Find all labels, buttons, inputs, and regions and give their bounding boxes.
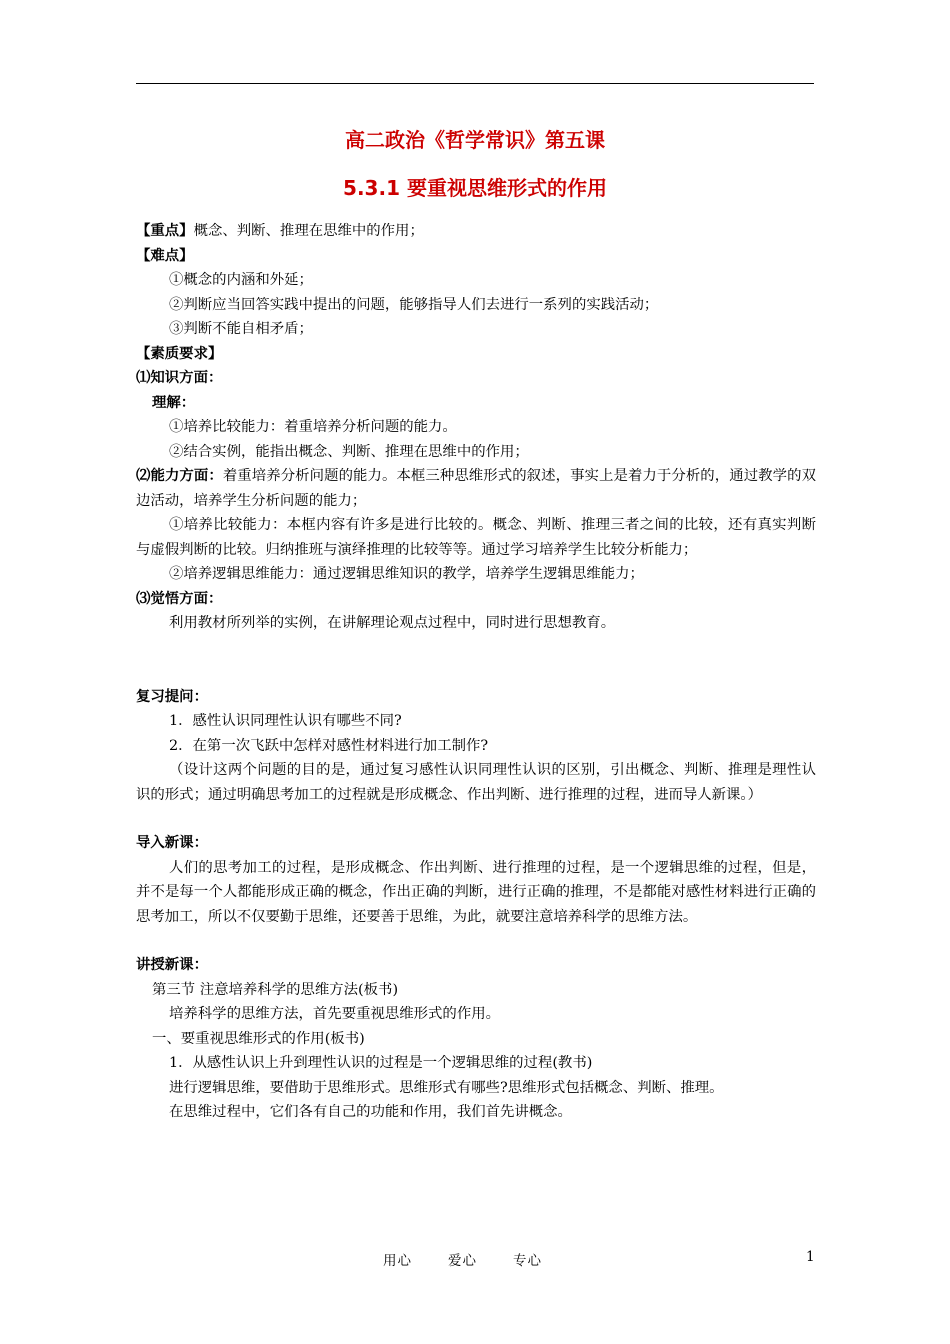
lecture-line: 进行逻辑思维，要借助于思维形式。思维形式有哪些?思维形式包括概念、判断、推理。: [169, 1079, 724, 1096]
page-number: 1: [806, 1249, 815, 1265]
awareness-label: ⑶觉悟方面：: [136, 590, 223, 607]
footer-item: 专心: [513, 1253, 542, 1269]
key-points-text: 概念、判断、推理在思维中的作用；: [193, 223, 424, 239]
lecture-line: 1．从感性认识上升到理性认识的过程是一个逻辑思维的过程(教书): [169, 1055, 593, 1071]
ability-item: ②培养逻辑思维能力：通过逻辑思维知识的教学，培养学生逻辑思维能力；: [169, 566, 644, 582]
document-body: [136, 219, 816, 1125]
difficulty-item: ③判断不能自相矛盾；: [169, 321, 313, 337]
difficulty-item: ①概念的内涵和外延；: [169, 272, 313, 288]
knowledge-item: ②结合实例，能指出概念、判断、推理在思维中的作用；: [169, 443, 529, 460]
lecture-line: 培养科学的思维方法，首先要重视思维形式的作用。: [169, 1006, 500, 1022]
intro-text: 人们的思考加工的过程，是形成概念、作出判断、进行推理的过程，是一个逻辑思维的过程，但是，并不是每一个人都能形成正确的概念，作出正确的判断，进行正确的推理，不是都能对感性材料进行正确的思考加工，所以不仅要勤于思维，还要善于思维，为此，就要注意培养科学的思维方法。: [136, 859, 816, 925]
footer-motto: [383, 1249, 578, 1269]
intro-label: 导入新课：: [136, 835, 208, 851]
knowledge-label: ⑴知识方面：: [136, 370, 223, 386]
page-title: 高二政治《哲学常识》第五课: [345, 128, 605, 152]
ability-label: ⑵能力方面：: [136, 468, 223, 484]
review-question: 1．感性认识同理性认识有哪些不同?: [169, 713, 402, 729]
lecture-line: 一、要重视思维形式的作用(板书): [152, 1030, 365, 1047]
difficulty-item: ②判断应当回答实践中提出的问题，能够指导人们去进行一系列的实践活动；: [169, 296, 659, 313]
lecture-line: 在思维过程中，它们各有自己的功能和作用，我们首先讲概念。: [169, 1104, 572, 1120]
key-points-label: 【重点】: [136, 223, 194, 239]
ability-text: 着重培养分析问题的能力。本框三种思维形式的叙述，事实上是着力于分析的，通过教学的双边活动，培养学生分析问题的能力；: [136, 468, 816, 509]
footer-item: 爱心: [448, 1253, 477, 1269]
knowledge-item: ①培养比较能力：着重培养分析问题的能力。: [169, 419, 457, 435]
quality-requirements-label: 【素质要求】: [136, 345, 223, 362]
ability-paragraph: [136, 464, 816, 513]
ability-item: ①培养比较能力：本框内容有许多是进行比较的。概念、判断、推理三者之间的比较，还有真实判断与虚假判断的比较。归纳推班与演绎推理的比较等等。通过学习培养学生比较分析能力；: [136, 517, 816, 558]
understanding-label: 理解：: [152, 394, 196, 411]
header-rule: [136, 83, 814, 84]
review-note: （设计这两个问题的目的是，通过复习感性认识同理性认识的区别，引出概念、判断、推理是理性认识的形式；通过明确思考加工的过程就是形成概念、作出判断、进行推理的过程，进而导人新课。）: [136, 762, 816, 803]
footer-item: 用心: [383, 1253, 412, 1269]
review-label: 复习提问：: [136, 688, 208, 705]
lecture-line: 第三节 注意培养科学的思维方法(板书): [152, 981, 399, 998]
page-subtitle: 5.3.1 要重视思维形式的作用: [343, 176, 607, 200]
key-points: [136, 219, 816, 244]
review-question: 2．在第一次飞跃中怎样对感性材料进行加工制作?: [169, 737, 489, 754]
lecture-label: 讲授新课：: [136, 957, 208, 973]
difficulties-label: 【难点】: [136, 247, 194, 264]
awareness-text: 利用教材所列举的实例，在讲解理论观点过程中，同时进行思想教育。: [169, 615, 616, 631]
